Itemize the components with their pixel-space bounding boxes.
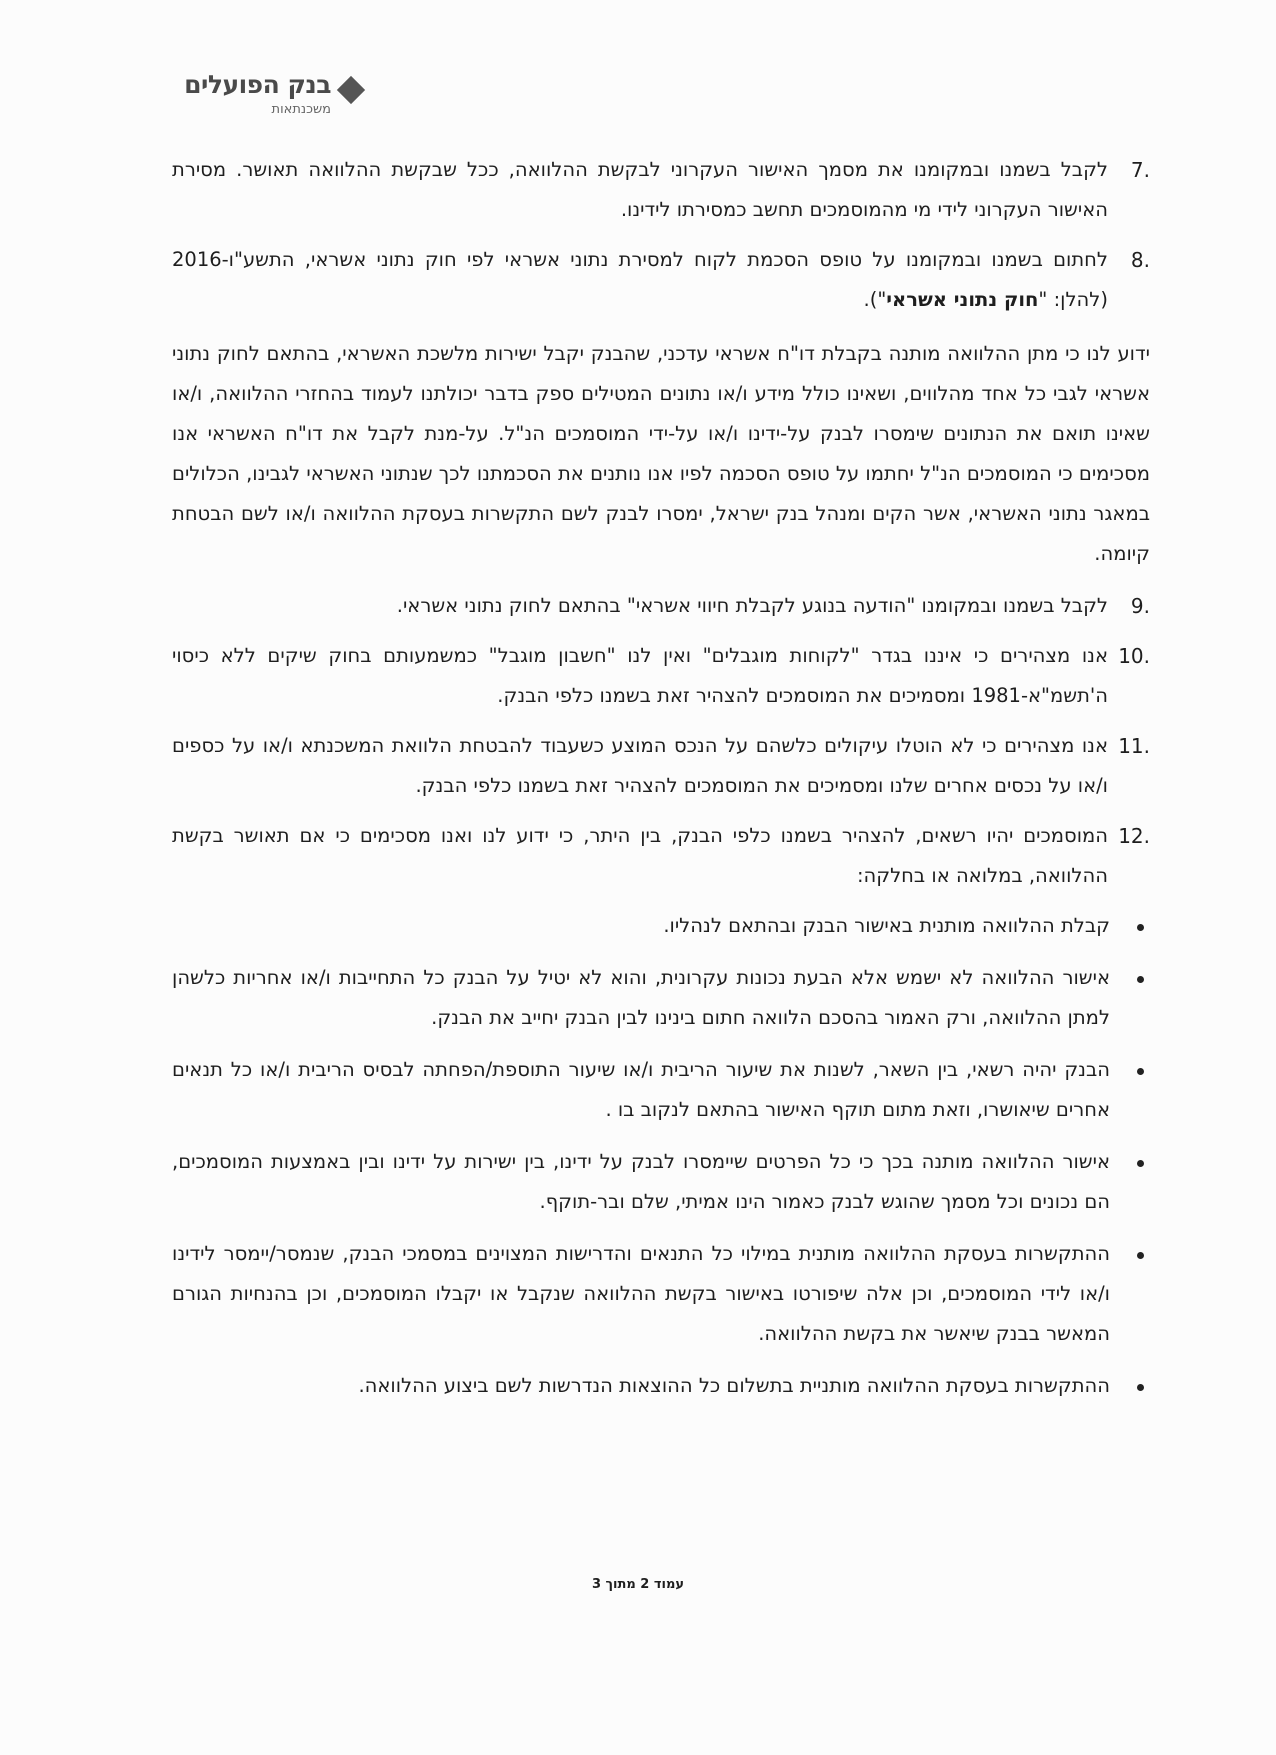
bullet-dot-icon [1137,1068,1144,1075]
clause-text: לקבל בשמנו ובמקומנו את מסמך האישור העקרוני לבקשת ההלוואה, ככל שבקשת ההלוואה תאושר. מסירת האישור העקרוני לידי מי מהמוסמכים תחשב כמסירתו לידינו. [172,158,1108,221]
bank-logo [184,70,365,120]
bullet-item [172,1234,1150,1354]
clause-number: 7. [1130,158,1150,182]
logo-subtitle: משכנתאות [271,102,331,117]
clause-number: 12. [1118,824,1150,848]
bullet-item [172,958,1150,1038]
clause-11 [172,726,1150,806]
page-number: עמוד 2 מתוך 3 [591,1577,685,1592]
bullet-text: הבנק יהיה רשאי, בין השאר, לשנות את שיעור הריבית ו/או שיעור התוספת/הפחתה לבסיס הריבית ו/או כל תנאים אחרים שיאושרו, וזאת מתום תוקף האישור בהתאם לנקוב בו . [172,1058,1110,1121]
clause-9 [172,586,1150,626]
clause-text: לקבל בשמנו ובמקומנו "הודעה בנוגע לקבלת חיווי אשראי" בהתאם לחוק נתוני אשראי. [396,594,1108,617]
defined-term: חוק נתוני אשראי [886,288,1039,311]
bullet-dot-icon [1137,1384,1144,1391]
clause-text-after: "). [863,288,887,311]
clause-number: 9. [1130,594,1150,618]
bullet-dot-icon [1137,1160,1144,1167]
clause-7 [172,150,1150,230]
clause-text: אנו מצהירים כי לא הוטלו עיקולים כלשהם על הנכס המוצע כשעבוד להבטחת הלוואת המשכנתא ו/או על כספים ו/או על נכסים אחרים שלנו ומסמיכים את המוסמכים להצהיר זאת בשמנו כלפי הבנק. [172,734,1108,797]
bullet-item [172,1142,1150,1222]
clause-text [172,248,1108,311]
clause-text: אנו מצהירים כי איננו בגדר "לקוחות מוגבלים" ואין לנו "חשבון מוגבל" כמשמעותם בחוק שיקים ללא כיסוי ה'תשמ"א-1981 ומסמיכים את המוסמכים להצהיר זאת בשמנו כלפי הבנק. [172,644,1108,707]
credit-report-paragraph: ידוע לנו כי מתן ההלוואה מותנה בקבלת דו"ח אשראי עדכני, שהבנק יקבל ישירות מלשכת האשראי, בהתאם לחוק נתוני אשראי לגבי כל אחד מהלווים, ושאינו כולל מידע ו/או נתונים המטילים ספק בדבר יכולתנו לעמוד בהחזרי ההלוואה, ו/או שאינו תואם את הנתונים שימסרו לבנק על-ידינו ו/או על-ידי המוסמכים הנ"ל. על-מנת לקבל את דו"ח האשראי אנו מסכימים כי המוסמכים הנ"ל יחתמו על טופס הסכמה לפיו אנו נותנים את הסכמתנו לכך שנתוני האשראי לגבינו, הכלולים במאגר נתוני האשראי, אשר הקים ומנהל בנק ישראל, ימסרו לבנק לשם התקשרות בעסקת ההלוואה ו/או לשם הבטחת קיומה. [172,342,1150,565]
bullet-text: ההתקשרות בעסקת ההלוואה מותנית במילוי כל התנאים והדרישות המצוינים במסמכי הבנק, שנמסר/יימסר לידינו ו/או לידי המוסמכים, וכן אלה שיפורטו באישור בקשת ההלוואה שנקבל או יקבלו המוסמכים, וכן בהנחיות הגורם המאשר בבנק שיאשר את בקשת ההלוואה. [172,1242,1110,1345]
bullet-text: ההתקשרות בעסקת ההלוואה מותניית בתשלום כל ההוצאות הנדרשות לשם ביצוע ההלוואה. [358,1374,1110,1397]
clause-number: 11. [1118,734,1150,758]
clause-12 [172,816,1150,896]
clause-number: 10. [1118,644,1150,668]
bullet-item [172,1050,1150,1130]
bullet-dot-icon [1137,976,1144,983]
bullet-text: קבלת ההלוואה מותנית באישור הבנק ובהתאם לנהליו. [663,914,1110,937]
clause-number: 8. [1130,248,1150,272]
bullet-item [172,906,1150,946]
logo-name: בנק הפועלים [184,70,331,99]
clause-text: המוסמכים יהיו רשאים, להצהיר בשמנו כלפי הבנק, בין היתר, כי ידוע לנו ואנו מסכימים כי אם תאושר בקשת ההלוואה, במלואה או בחלקה: [172,824,1108,887]
clause-8 [172,240,1150,320]
bullet-text: אישור ההלוואה מותנה בכך כי כל הפרטים שיימסרו לבנק על ידינו, בין ישירות על ידינו ובין באמצעות המוסמכים, הם נכונים וכל מסמך שהוגש לבנק כאמור הינו אמיתי, שלם ובר-תוקף. [172,1150,1110,1213]
bullet-dot-icon [1137,1252,1144,1259]
clause-text-before: לחתום בשמנו ובמקומנו על טופס הסכמת לקוח למסירת נתוני אשראי לפי חוק נתוני אשראי, התשע"ו-2016 (להלן: " [172,248,1108,311]
document-body [172,150,1150,1418]
logo-diamond-icon [337,76,365,104]
bullet-item [172,1366,1150,1406]
bullet-text: אישור ההלוואה לא ישמש אלא הבעת נכונות עקרונית, והוא לא יטיל על הבנק כל התחייבות ו/או אחריות כלשהן למתן ההלוואה, ורק האמור בהסכם הלוואה חתום בינינו לבין הבנק יחייב את הבנק. [172,966,1110,1029]
bullet-dot-icon [1137,924,1144,931]
clause-10 [172,636,1150,716]
